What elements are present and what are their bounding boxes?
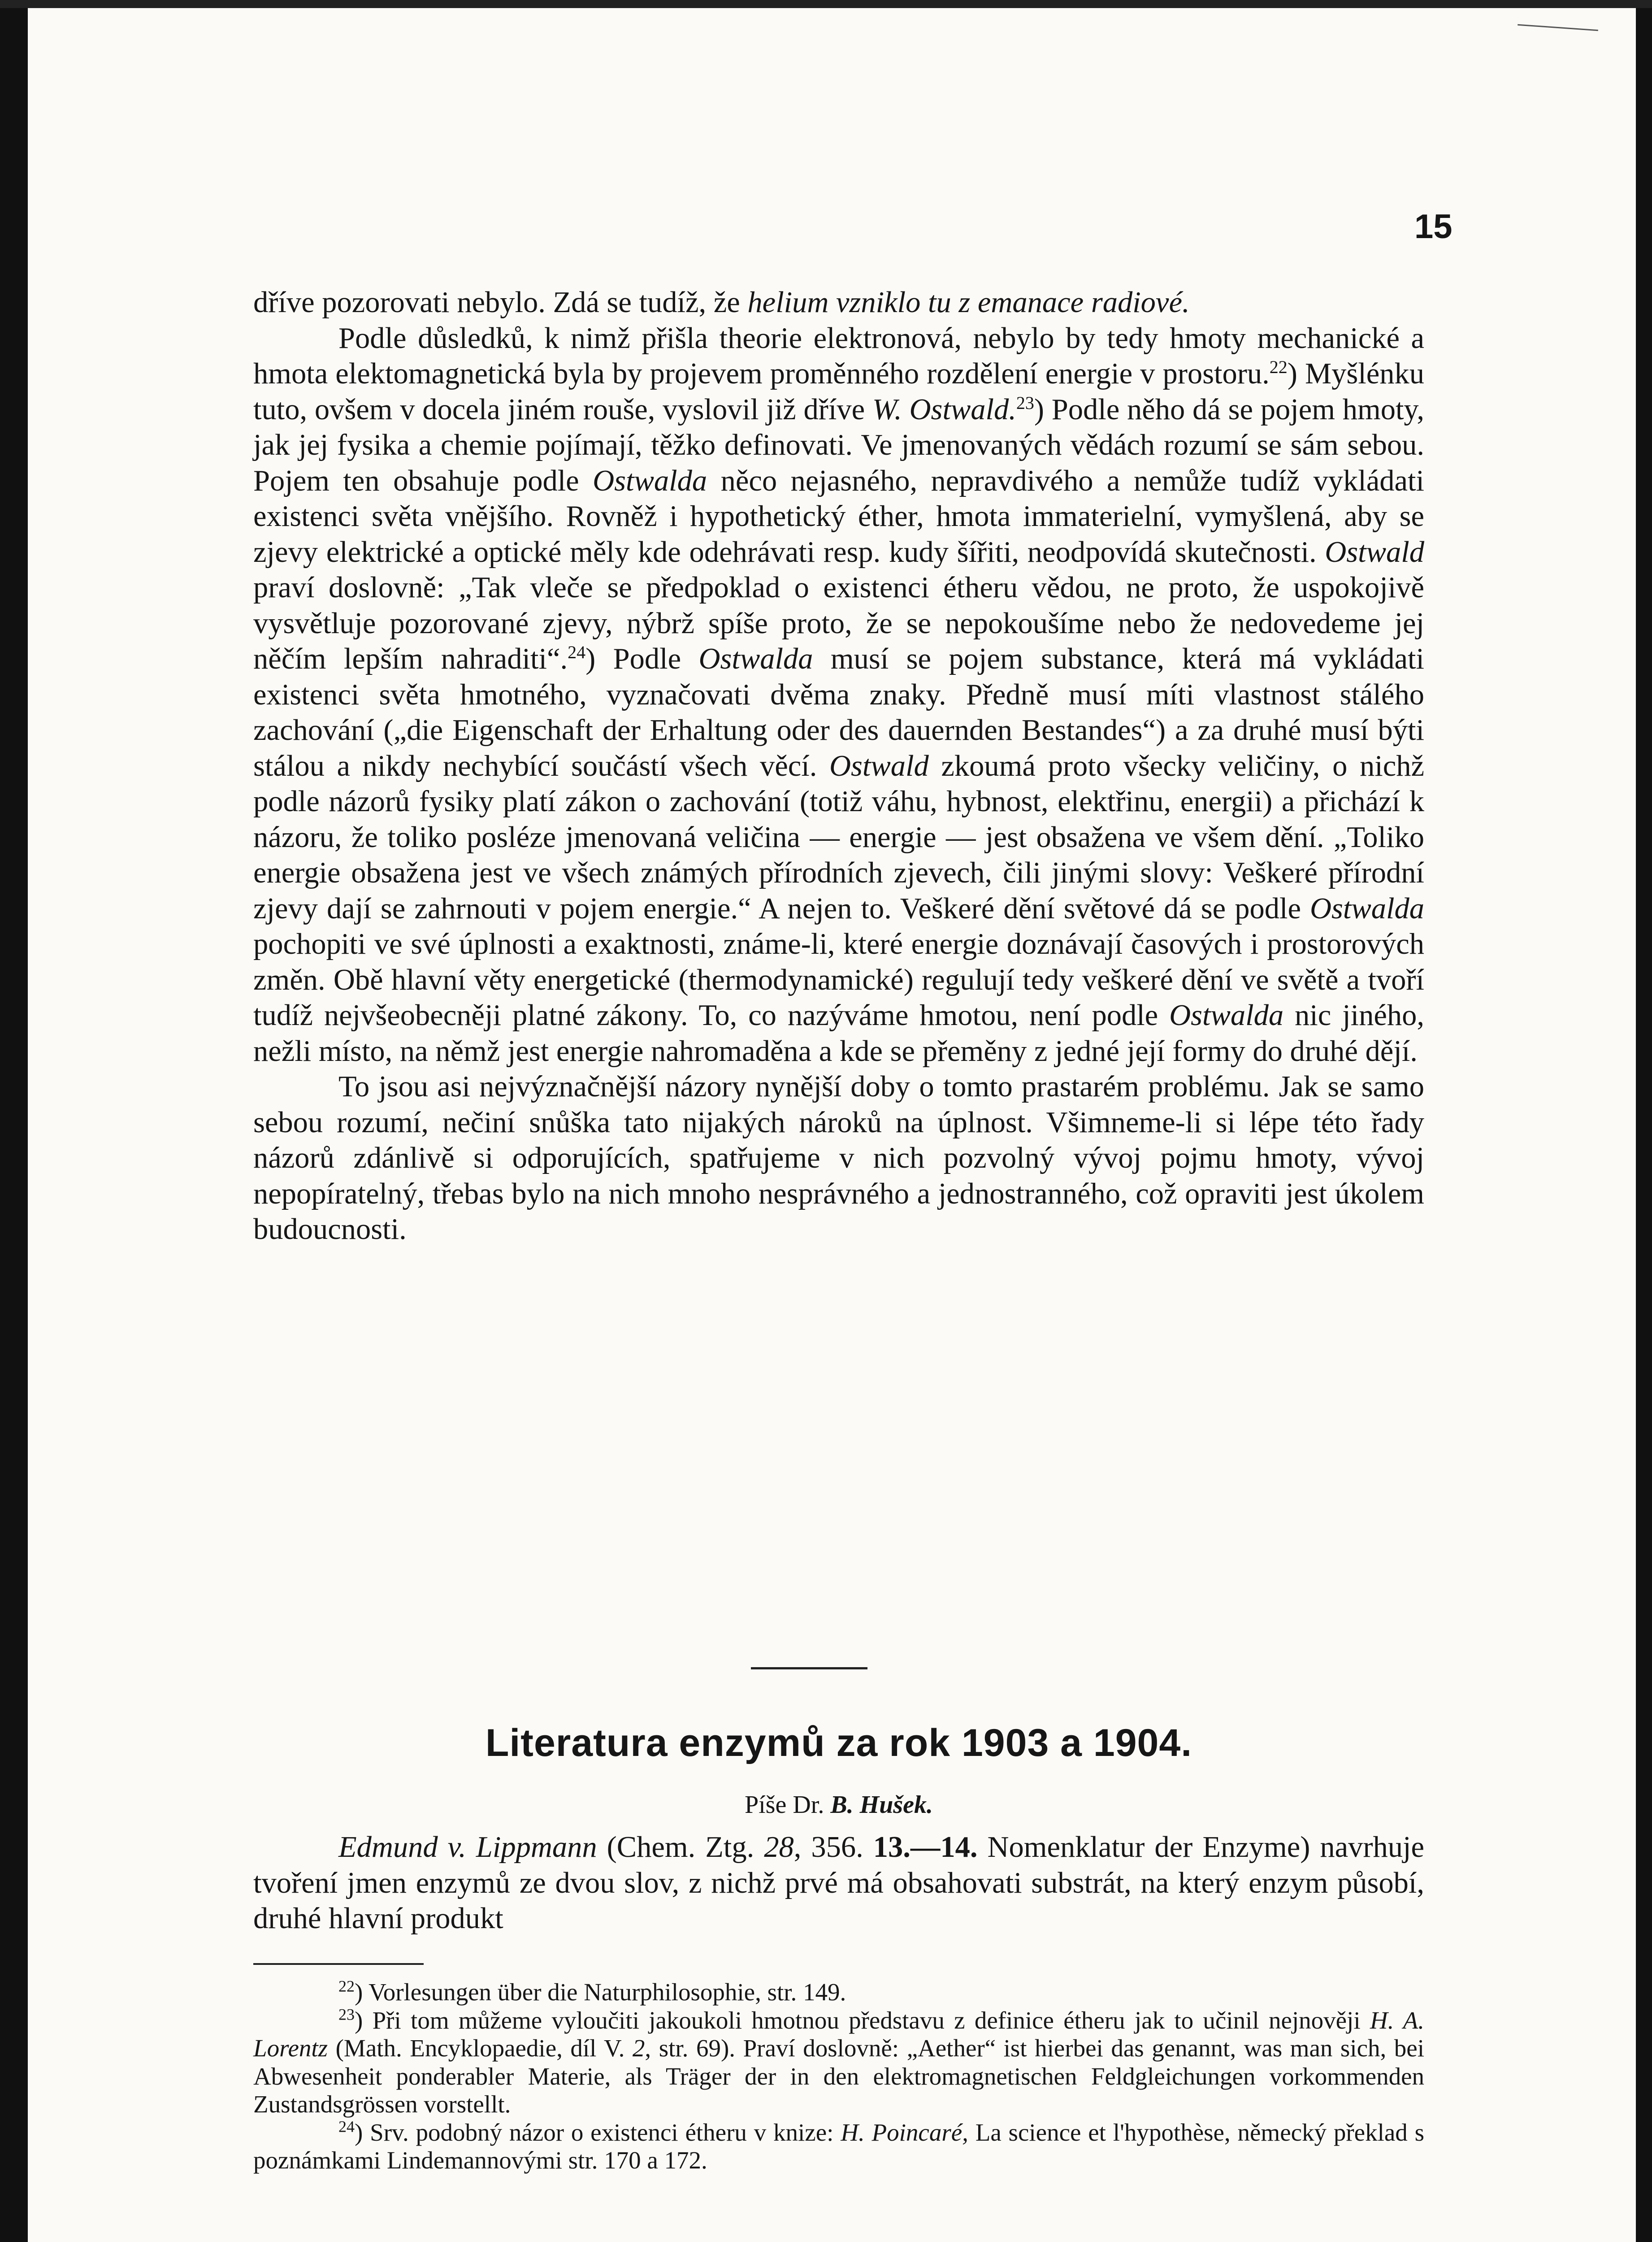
text-run: pochopiti ve své úplnosti a exaktnosti, známe-li, které energie doznávají časových i prostorových změn. Obě hlavní věty energetické (thermodynamické) regulují tedy veškeré dění ve světě a tvoří tudíž nejvšeobecněji platné zákony. To, co nazýváme hmotou, není podle <box>253 928 1424 1032</box>
footnote-text <box>369 1978 846 2006</box>
paragraph <box>253 1069 1424 1247</box>
emphasis-text: Ostwalda <box>1310 892 1424 925</box>
emphasis-text: 28 <box>764 1831 794 1864</box>
footnote-ref: 22 <box>1269 356 1288 377</box>
footnote-mark: 23 <box>338 2005 355 2024</box>
page-number: 15 <box>1414 208 1453 246</box>
emphasis-text: helium vzniklo tu z emanace radiové. <box>747 286 1190 319</box>
text-run: , str. 69). Praví doslovně: „Aether“ ist hierbei das genannt, was man sich, bei Abwesenheit ponderabler Materie, als Träger der in den elektromagnetischen Feldgleichungen vorkommenden Zustandsgrössen vorstellt. <box>253 2034 1424 2118</box>
text-run: dříve pozorovati nebylo. Zdá se tudíž, že <box>253 286 748 319</box>
text-run: ) Podle <box>585 643 699 675</box>
emphasis-text: 2 <box>632 2034 645 2062</box>
text-run: , 356. <box>793 1831 873 1864</box>
byline <box>253 1790 1424 1819</box>
footnote-ref: 24 <box>568 642 586 662</box>
text-run: To jsou asi nejvýznačnější názory nynější doby o tomto prastarém problému. Jak se samo sebou rozumí, nečiní snůška tato nijakých nároků na úplnost. Všimneme-li si lépe této řady názorů zdánlivě si odporujících, spatřujeme v nich pozvolný vývoj pojmu hmoty, vývoj nepopíratelný, třebas bylo na nich mnoho nesprávného a jednostranného, což opraviti jest úkolem budoucnosti. <box>253 1070 1424 1246</box>
footnote: $^{23}$) Při tom můžeme vyloučiti jakoukoli hmotnou představu z definice étheru jak to učinil nejnověji H. A. Lorentz (Math. Encyklopaedie, díl V. 2, str. 69). Praví doslovně: „Aether“ ist hierbei das genannt, was man sich, bei Abwesenheit ponderabler Materie, als Träger der in den elektromagnetischen Feldgleichungen vorkommenden Zustandsgrössen vorstellt. <box>253 2005 1424 2118</box>
scan-edge-left <box>0 0 28 2242</box>
emphasis-text: Ostwalda <box>1169 999 1284 1032</box>
paragraph <box>253 1829 1424 1937</box>
footnote-text <box>253 2007 1424 2118</box>
text-run: (Chem. Ztg. <box>597 1831 764 1864</box>
emphasis-text: Ostwald <box>1325 535 1424 569</box>
footnote-text <box>253 2119 1424 2174</box>
text-run: Při tom můžeme vyloučiti jakoukoli hmotnou představu z definice étheru jak to učinil nejnověji <box>372 2006 1370 2034</box>
text-run: Nomenklatur der Enzyme) navrhuje tvoření jmen enzymů ze dvou slov, z nichž prvé má obsahovati substrát, na který enzym působí, druhé hlavní produkt <box>253 1831 1425 1935</box>
scan-edge-right <box>1636 0 1652 2242</box>
emphasis-text: Ostwalda <box>593 464 707 497</box>
corner-mark <box>1518 24 1598 31</box>
text-run: zkoumá proto všecky veličiny, o nichž podle názorů fysiky platí zákon o zachování (totiž váhu, hybnost, elektřinu, energii) a přichází k názoru, že toliko posléze jmenovaná veličina — energie — jest obsažena ve všem dění. „Toliko energie obsažena jest ve všech známých přírodních zjevech, čili jinými slovy: Veškeré přírodní zjevy dají se zahrnouti v pojem energie.“ A nejen to. Veškeré dění světové dá se podle <box>253 749 1425 925</box>
main-text <box>253 285 1424 1247</box>
text-run: Podle důsledků, k nimž přišla theorie elektronová, nebylo by tedy hmoty mechanické a hmota elektomagnetická byla by projevem proměnného rozdělení energie v prostoru. <box>253 322 1424 390</box>
text-run: Vorlesungen über die Naturphilosophie, str. 149. <box>369 1978 846 2006</box>
section-separator <box>751 1667 867 1669</box>
section-title: Literatura enzymů za rok 1903 a 1904. <box>485 1721 1192 1764</box>
scan-edge-top <box>0 0 1652 8</box>
paragraph <box>253 321 1424 1069</box>
emphasis-text: Edmund v. Lippmann <box>338 1831 597 1864</box>
paragraph <box>253 285 1424 321</box>
text-run: Srv. podobný názor o existenci étheru v knize: <box>370 2118 841 2146</box>
footnote: $^{22}$) Vorlesungen über die Naturphilosophie, str. 149. <box>338 1977 846 2006</box>
emphasis-text: Ostwalda <box>698 643 813 675</box>
text-run: musí se pojem substance, která má vykládati existenci světa hmotného, vyznačovati dvěma znaky. Předně musí míti vlastnost stálého zachování („die Eigenschaft der Erhaltung oder des dauernden Bestandes“) a za druhé musí býti stálou a nikdy nechybící součástí všech věcí. <box>253 643 1424 782</box>
text-run: 13.—14. <box>873 1831 978 1864</box>
text-run: nic jiného, nežli místo, na němž jest energie nahromaděna a kde se přeměny z jedné její formy do druhé dějí. <box>253 999 1424 1068</box>
text-run: (Math. Encyklopaedie, díl V. <box>328 2034 633 2062</box>
footnote-rule <box>253 1963 424 1965</box>
emphasis-text: Ostwald <box>829 749 929 782</box>
text-run: praví doslovně: „Tak vleče se předpoklad o existenci étheru vědou, ne proto, že uspokojivě vysvětluje pozorované zjevy, nýbrž spíše proto, že se nepokoušíme nebo že nedovedeme jej něčím lepším nahraditi“. <box>253 571 1424 675</box>
emphasis-text: H. Poincaré, <box>841 2118 968 2146</box>
text-run: La science et l'hypothèse, německý překlad s poznámkami Lindemannovými str. 170 a 172. <box>253 2118 1424 2174</box>
section-body <box>253 1829 1424 1937</box>
emphasis-text: H. A. Lorentz <box>253 2006 1424 2062</box>
byline-prefix: Píše Dr. <box>744 1791 824 1819</box>
footnotes <box>253 1978 1424 2175</box>
footnote-ref: 23 <box>1016 392 1034 413</box>
byline-author: B. Hušek. <box>830 1791 933 1819</box>
emphasis-text: W. Ostwald. <box>872 393 1016 426</box>
text-run: ) Myšlénku tuto, ovšem v docela jiném rouše, vyslovil již dříve <box>253 357 1424 426</box>
text-run: ) Podle něho dá se pojem hmoty, jak jej fysika a chemie pojímají, těžko definovati. Ve jmenovaných vědách rozumí se sám sebou. Pojem ten obsahuje podle <box>253 393 1424 497</box>
footnote-mark: 22 <box>338 1977 355 1995</box>
footnote: $^{24}$) Srv. podobný názor o existenci étheru v knize: H. Poincaré, La science et l'hypothèse, německý překlad s poznámkami Lindemannovými str. 170 a 172. <box>253 2117 1424 2174</box>
footnote-mark: 24 <box>338 2117 355 2136</box>
text-run: něco nejasného, nepravdivého a nemůže tudíž vykládati existenci světa vnějšího. Rovněž i hypothetický éther, hmota immaterielní, vymyšlená, aby se zjevy elektrické a optické měly kde odehrávati resp. kudy šířiti, neodpovídá skutečnosti. <box>253 464 1424 569</box>
